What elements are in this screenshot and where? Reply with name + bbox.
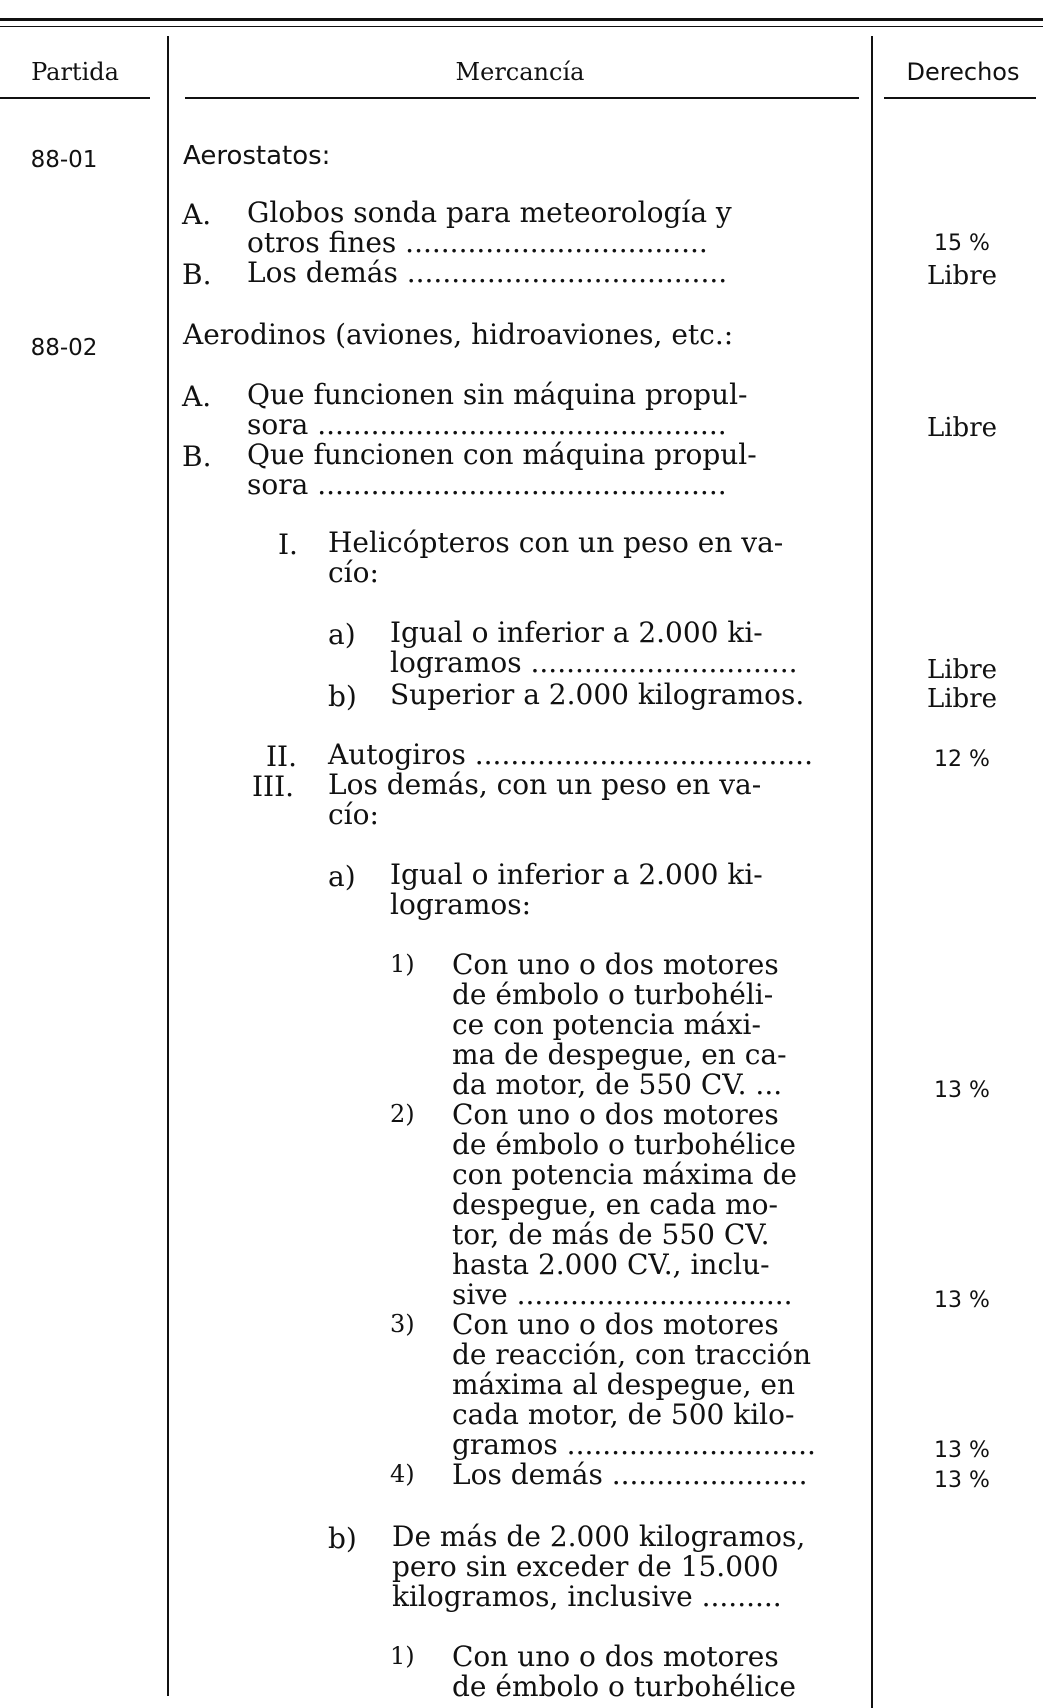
item-label: 1) bbox=[390, 1642, 415, 1670]
duty-value: Libre bbox=[926, 261, 998, 291]
item-text: gramos ............................ bbox=[452, 1428, 816, 1461]
item-text: sora .............................................. bbox=[247, 468, 727, 501]
item-label: B. bbox=[182, 258, 212, 291]
item-text: De más de 2.000 kilogramos, bbox=[392, 1520, 806, 1553]
header-mercancia: Mercancía bbox=[455, 58, 585, 86]
top-rule-thin bbox=[0, 26, 1043, 27]
item-text: de reacción, con tracción bbox=[452, 1338, 812, 1371]
item-text: cío: bbox=[328, 798, 379, 831]
item-label: II. bbox=[266, 740, 298, 773]
partida-88-01: 88-01 bbox=[30, 147, 98, 173]
heading-aerostatos: Aerostatos: bbox=[183, 141, 331, 171]
item-text: Con uno o dos motores bbox=[452, 1640, 779, 1673]
item-text: cío: bbox=[328, 556, 379, 589]
item-text: pero sin exceder de 15.000 bbox=[392, 1550, 779, 1583]
item-text: ce con potencia máxi- bbox=[452, 1008, 761, 1041]
item-text: logramos .............................. bbox=[390, 646, 798, 679]
item-text: tor, de más de 550 CV. bbox=[452, 1218, 770, 1251]
item-text: despegue, en cada mo- bbox=[452, 1188, 778, 1221]
item-text: Que funcionen con máquina propul- bbox=[247, 438, 757, 471]
item-label: III. bbox=[252, 770, 295, 803]
item-text: hasta 2.000 CV., inclu- bbox=[452, 1248, 770, 1281]
header-underline-partida bbox=[0, 97, 150, 99]
item-label: 3) bbox=[390, 1310, 415, 1338]
item-text: sora .............................................. bbox=[247, 408, 727, 441]
item-text: Con uno o dos motores bbox=[452, 1098, 779, 1131]
duty-value: 13 % bbox=[934, 1288, 990, 1313]
item-label: A. bbox=[182, 198, 212, 231]
item-text: Igual o inferior a 2.000 ki- bbox=[390, 616, 763, 649]
item-text: Globos sonda para meteorología y bbox=[247, 196, 732, 229]
column-rule-right bbox=[871, 36, 873, 1708]
item-text: Autogiros ...................................... bbox=[328, 738, 813, 771]
item-text: Los demás, con un peso en va- bbox=[328, 768, 762, 801]
item-label: 2) bbox=[390, 1100, 415, 1128]
header-partida: Partida bbox=[31, 58, 119, 86]
duty-value: Libre bbox=[926, 413, 998, 443]
header-underline-derechos bbox=[884, 97, 1036, 99]
item-label: I. bbox=[278, 528, 298, 561]
header-underline-mercancia bbox=[185, 97, 859, 99]
top-rule-thick bbox=[0, 18, 1043, 21]
item-label: A. bbox=[182, 380, 212, 413]
item-text: Que funcionen sin máquina propul- bbox=[247, 378, 748, 411]
item-text: de émbolo o turbohélice bbox=[452, 1670, 796, 1703]
item-text: Helicópteros con un peso en va- bbox=[328, 526, 784, 559]
column-rule-left bbox=[167, 36, 169, 1696]
item-text: Con uno o dos motores bbox=[452, 948, 779, 981]
item-text: sive ............................... bbox=[452, 1278, 793, 1311]
item-text: otros fines .................................. bbox=[247, 226, 708, 259]
item-text: kilogramos, inclusive ......... bbox=[392, 1580, 782, 1613]
header-derechos: Derechos bbox=[906, 58, 1020, 86]
item-text: Los demás ...................... bbox=[452, 1458, 808, 1491]
item-text: logramos: bbox=[390, 888, 532, 921]
item-label: 4) bbox=[390, 1460, 415, 1488]
duty-value: 13 % bbox=[934, 1438, 990, 1463]
item-text: de émbolo o turbohéli- bbox=[452, 978, 774, 1011]
partida-88-02: 88-02 bbox=[30, 335, 98, 361]
item-text: Con uno o dos motores bbox=[452, 1308, 779, 1341]
duty-value: Libre bbox=[926, 655, 998, 685]
item-text: Igual o inferior a 2.000 ki- bbox=[390, 858, 763, 891]
item-label: b) bbox=[328, 680, 357, 713]
duty-value: 13 % bbox=[934, 1078, 990, 1103]
duty-value: 13 % bbox=[934, 1468, 990, 1493]
item-label: a) bbox=[328, 618, 356, 651]
item-text: da motor, de 550 CV. ... bbox=[452, 1068, 783, 1101]
item-label: B. bbox=[182, 440, 212, 473]
duty-value: Libre bbox=[926, 684, 998, 714]
item-label: b) bbox=[328, 1522, 357, 1555]
duty-value: 12 % bbox=[934, 747, 990, 772]
item-text: de émbolo o turbohélice bbox=[452, 1128, 796, 1161]
heading-aerodinos: Aerodinos (aviones, hidroaviones, etc.: bbox=[183, 318, 734, 351]
item-text: Superior a 2.000 kilogramos. bbox=[390, 678, 805, 711]
item-text: máxima al despegue, en bbox=[452, 1368, 795, 1401]
item-text: con potencia máxima de bbox=[452, 1158, 797, 1191]
item-text: Los demás .................................... bbox=[247, 256, 728, 289]
item-label: 1) bbox=[390, 950, 415, 978]
duty-value: 15 % bbox=[934, 231, 990, 256]
item-text: cada motor, de 500 kilo- bbox=[452, 1398, 795, 1431]
item-label: a) bbox=[328, 860, 356, 893]
item-text: ma de despegue, en ca- bbox=[452, 1038, 787, 1071]
